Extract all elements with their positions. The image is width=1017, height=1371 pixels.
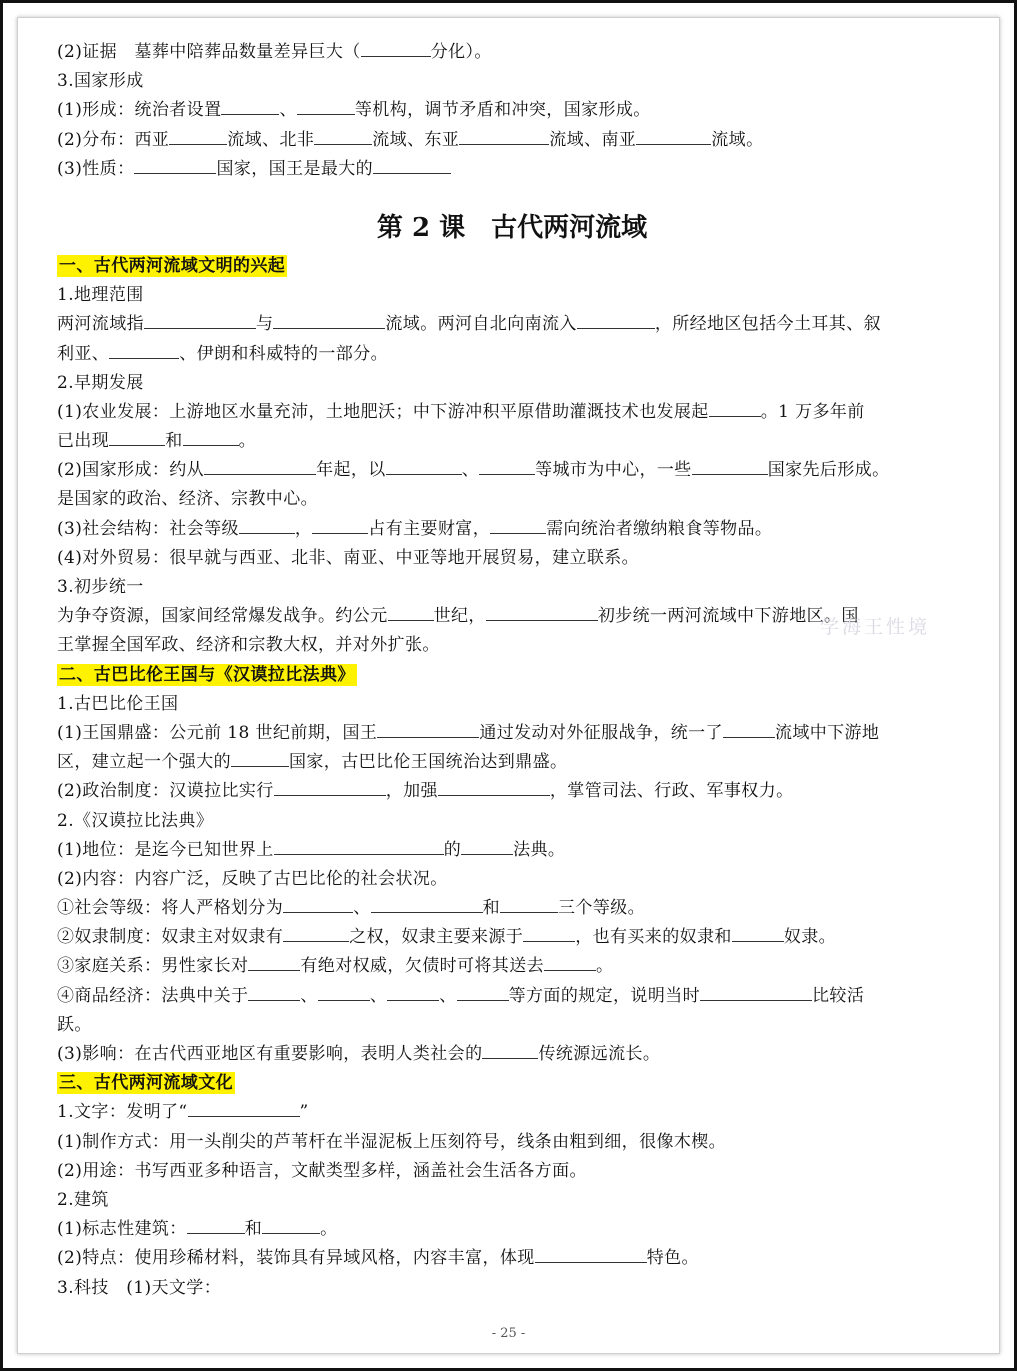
line-text: ，加强 bbox=[385, 781, 438, 802]
line-text: 流域。两河自北向南流入 bbox=[385, 314, 577, 335]
line-text: 、 bbox=[300, 985, 318, 1006]
line-text: 法典。 bbox=[513, 839, 566, 860]
line-text: (2)分布：西亚 bbox=[57, 129, 170, 150]
line-text: 两河流域指 bbox=[57, 314, 144, 335]
line-text: 和 bbox=[244, 1219, 263, 1240]
line-text: 等机构，调节矛盾和冲突，国家形成。 bbox=[354, 100, 651, 121]
fill-in-blank[interactable] bbox=[461, 840, 513, 855]
text-line bbox=[57, 952, 967, 981]
line-text: 分化）。 bbox=[430, 42, 492, 62]
line-text: 、 bbox=[461, 460, 480, 481]
line-text: 跃。 bbox=[57, 1014, 92, 1035]
line-text: (2)特点：使用珍稀材料，装饰具有异域风格，内容丰富，体现 bbox=[57, 1248, 535, 1269]
line-text: 流域、北非 bbox=[227, 129, 315, 150]
fill-in-blank[interactable] bbox=[274, 840, 444, 855]
text-line bbox=[57, 865, 967, 894]
section-heading-line bbox=[57, 661, 967, 690]
line-text: 流域、东亚 bbox=[372, 129, 460, 150]
fill-in-blank[interactable] bbox=[248, 986, 300, 1001]
fill-in-blank[interactable] bbox=[183, 431, 239, 446]
fill-in-blank[interactable] bbox=[438, 781, 550, 796]
text-line bbox=[57, 544, 967, 573]
line-text: ，也有买来的奴隶和 bbox=[575, 927, 732, 948]
line-text: 奴隶。 bbox=[783, 927, 837, 948]
line-text: 已出现 bbox=[57, 431, 110, 452]
section-heading-line bbox=[57, 1069, 967, 1098]
fill-in-blank[interactable] bbox=[723, 723, 775, 738]
line-text: (2)国家形成：约从 bbox=[57, 460, 205, 481]
line-text: 年起，以 bbox=[316, 460, 386, 481]
text-line bbox=[57, 836, 967, 865]
line-text: 和 bbox=[165, 431, 183, 452]
text-line bbox=[57, 427, 967, 456]
line-text: (3)社会结构：社会等级 bbox=[57, 518, 239, 539]
line-text: 、伊朗和科威特的一部分。 bbox=[179, 343, 389, 364]
line-text: 流域中下游地 bbox=[774, 722, 880, 743]
line-text: 通过发动对外征服战争，统一了 bbox=[479, 722, 723, 743]
line-text: (1)制作方式：用一头削尖的芦苇杆在半湿泥板上压刻符号，线条由粗到细，很像木楔。 bbox=[57, 1131, 727, 1152]
section-heading-line bbox=[57, 252, 967, 281]
fill-in-blank[interactable] bbox=[188, 1102, 300, 1117]
line-text: 有绝对权威，欠债时可将其送去 bbox=[300, 956, 545, 977]
text-line bbox=[57, 1040, 967, 1069]
text-line bbox=[57, 38, 967, 67]
line-text: (2)政治制度：汉谟拉比实行 bbox=[57, 781, 274, 802]
line-text: 和 bbox=[482, 898, 501, 919]
line-text: 3.初步统一 bbox=[57, 577, 144, 597]
fill-in-blank[interactable] bbox=[318, 986, 370, 1001]
text-line bbox=[57, 1274, 967, 1303]
text-line bbox=[57, 573, 967, 602]
fill-in-blank[interactable] bbox=[490, 519, 546, 534]
text-line bbox=[57, 1244, 967, 1273]
text-line bbox=[57, 155, 967, 184]
text-line bbox=[57, 281, 967, 310]
fill-in-blank[interactable] bbox=[459, 130, 549, 145]
fill-in-blank[interactable] bbox=[134, 159, 216, 174]
line-text: 占有主要财富， bbox=[368, 518, 491, 539]
section-spacer bbox=[57, 184, 967, 208]
line-text: (4)对外贸易：很早就与西亚、北非、南亚、中亚等地开展贸易，建立联系。 bbox=[57, 547, 640, 568]
line-text: 等城市为中心，一些 bbox=[535, 460, 692, 481]
text-line bbox=[57, 398, 967, 427]
line-text: (1)标志性建筑： bbox=[57, 1219, 187, 1240]
line-text: ， bbox=[294, 518, 313, 539]
line-text: 世纪， bbox=[433, 606, 486, 627]
text-line bbox=[57, 96, 967, 125]
line-text: (2)用途：书写西亚多种语言，文献类型多样，涵盖社会生活各方面。 bbox=[57, 1160, 587, 1181]
fill-in-blank[interactable] bbox=[274, 781, 386, 796]
fill-in-blank[interactable] bbox=[373, 159, 451, 174]
fill-in-blank[interactable] bbox=[577, 314, 655, 329]
line-text: 与 bbox=[256, 314, 274, 335]
line-text: 传统源远流长。 bbox=[538, 1044, 661, 1064]
fill-in-blank[interactable] bbox=[457, 986, 509, 1001]
text-line bbox=[57, 1157, 967, 1186]
line-text: (2)证据 墓葬中陪葬品数量差异巨大（ bbox=[57, 42, 361, 62]
text-line bbox=[57, 894, 967, 923]
line-text: (3)性质： bbox=[57, 158, 135, 179]
fill-in-blank[interactable] bbox=[109, 344, 179, 359]
lesson-title: 第 2 课 古代两河流域 bbox=[376, 212, 648, 243]
text-line bbox=[57, 690, 967, 719]
line-text: 国家先后形成。 bbox=[767, 460, 890, 481]
line-text: (1)地位：是迄今已知世界上 bbox=[57, 839, 274, 860]
line-text: 国家，古巴比伦王国统治达到鼎盛。 bbox=[289, 752, 568, 773]
line-text: ①社会等级：将人严格划分为 bbox=[57, 898, 284, 919]
fill-in-blank[interactable] bbox=[273, 314, 385, 329]
document-body bbox=[57, 38, 967, 1303]
fill-in-blank[interactable] bbox=[692, 460, 768, 475]
fill-in-blank[interactable] bbox=[636, 130, 711, 145]
text-line bbox=[57, 1128, 967, 1157]
line-text: 的 bbox=[443, 839, 462, 860]
fill-in-blank[interactable] bbox=[544, 956, 596, 971]
text-line bbox=[57, 310, 967, 339]
line-text: (1)形成：统治者设置 bbox=[57, 100, 222, 121]
line-text: ④商品经济：法典中关于 bbox=[57, 985, 249, 1006]
fill-in-blank[interactable] bbox=[204, 460, 316, 475]
fill-in-blank[interactable] bbox=[371, 898, 483, 913]
text-line bbox=[57, 456, 967, 485]
text-line bbox=[57, 1098, 967, 1127]
fill-in-blank[interactable] bbox=[523, 927, 575, 942]
line-text: 2.建筑 bbox=[57, 1189, 109, 1210]
fill-in-blank[interactable] bbox=[500, 898, 558, 913]
fill-in-blank[interactable] bbox=[283, 927, 349, 942]
line-text: 区，建立起一个强大的 bbox=[57, 752, 231, 773]
fill-in-blank[interactable] bbox=[283, 898, 353, 913]
text-line bbox=[57, 340, 967, 369]
fill-in-blank[interactable] bbox=[144, 314, 256, 329]
line-text: 。1 万多年前 bbox=[760, 401, 865, 422]
fill-in-blank[interactable] bbox=[169, 130, 227, 145]
line-text: 。 bbox=[238, 431, 257, 452]
line-text: ③家庭关系：男性家长对 bbox=[57, 956, 249, 977]
fill-in-blank[interactable] bbox=[479, 460, 535, 475]
line-text: (3)影响：在古代西亚地区有重要影响，表明人类社会的 bbox=[57, 1044, 483, 1064]
fill-in-blank[interactable] bbox=[700, 986, 812, 1001]
line-text: ②奴隶制度：奴隶主对奴隶有 bbox=[57, 927, 284, 948]
line-text: 之权，奴隶主要来源于 bbox=[349, 927, 524, 948]
line-text: ，所经地区包括今土耳其、叙 bbox=[654, 314, 882, 335]
fill-in-blank[interactable] bbox=[386, 460, 462, 475]
text-line bbox=[57, 807, 967, 836]
line-text: ” bbox=[299, 1102, 309, 1123]
line-text: (1)农业发展：上游地区水量充沛，土地肥沃；中下游冲积平原借助灌溉技术也发展起 bbox=[57, 401, 709, 422]
line-text: 2.早期发展 bbox=[57, 372, 144, 393]
fill-in-blank[interactable] bbox=[239, 519, 295, 534]
line-text: 三个等级。 bbox=[558, 898, 646, 919]
line-text: 、 bbox=[279, 100, 297, 121]
fill-in-blank[interactable] bbox=[732, 927, 784, 942]
line-text: 王掌握全国军政、经济和宗教大权，并对外扩张。 bbox=[57, 635, 440, 656]
fill-in-blank[interactable] bbox=[709, 402, 761, 417]
page-number: - 25 - bbox=[491, 1326, 526, 1341]
fill-in-blank[interactable] bbox=[262, 1219, 320, 1234]
line-text: 3.科技 (1)天文学： bbox=[57, 1277, 222, 1298]
text-line bbox=[57, 485, 967, 514]
fill-in-blank[interactable] bbox=[388, 606, 434, 621]
text-line bbox=[57, 923, 967, 952]
text-line bbox=[57, 777, 967, 806]
line-text: 流域。 bbox=[711, 129, 764, 150]
text-line bbox=[57, 1186, 967, 1215]
fill-in-blank[interactable] bbox=[314, 130, 372, 145]
line-text: 等方面的规定，说明当时 bbox=[508, 985, 701, 1006]
line-text: 特色。 bbox=[646, 1248, 699, 1269]
fill-in-blank[interactable] bbox=[312, 519, 368, 534]
text-line bbox=[57, 1215, 967, 1244]
fill-in-blank[interactable] bbox=[535, 1248, 647, 1263]
line-text: 1.古巴比伦王国 bbox=[57, 693, 179, 714]
line-text: 需向统治者缴纳粮食等物品。 bbox=[546, 518, 773, 539]
fill-in-blank[interactable] bbox=[297, 100, 355, 115]
line-text: 。 bbox=[320, 1219, 338, 1240]
line-text: 比较活 bbox=[812, 985, 865, 1006]
section-heading: 二、古巴比伦王国与《汉谟拉比法典》 bbox=[59, 664, 355, 685]
text-line bbox=[57, 369, 967, 398]
line-text: 、 bbox=[369, 985, 388, 1006]
line-text: 1.地理范围 bbox=[57, 285, 144, 306]
fill-in-blank[interactable] bbox=[109, 431, 165, 446]
line-text: (1)王国鼎盛：公元前 18 世纪前期，国王 bbox=[57, 722, 378, 743]
section-heading: 一、古代两河流域文明的兴起 bbox=[59, 255, 286, 276]
fill-in-blank[interactable] bbox=[248, 956, 300, 971]
fill-in-blank[interactable] bbox=[231, 752, 289, 767]
text-line bbox=[57, 67, 967, 96]
line-text: 流域、南亚 bbox=[549, 129, 637, 150]
line-text: 、 bbox=[439, 985, 457, 1006]
section-heading: 三、古代两河流域文化 bbox=[59, 1073, 233, 1094]
fill-in-blank[interactable] bbox=[221, 100, 279, 115]
line-text: 。 bbox=[596, 956, 614, 977]
fill-in-blank[interactable] bbox=[486, 606, 598, 621]
text-line bbox=[57, 126, 967, 155]
line-text: (2)内容：内容广泛，反映了古巴比伦的社会状况。 bbox=[57, 868, 448, 889]
text-line bbox=[57, 1011, 967, 1040]
line-text: 利亚、 bbox=[57, 343, 110, 364]
fill-in-blank[interactable] bbox=[187, 1219, 245, 1234]
line-text: ，掌管司法、行政、军事权力。 bbox=[549, 781, 794, 802]
line-text: 是国家的政治、经济、宗教中心。 bbox=[57, 489, 318, 510]
line-text: 2.《汉谟拉比法典》 bbox=[57, 810, 214, 831]
text-line bbox=[57, 719, 967, 748]
fill-in-blank[interactable] bbox=[482, 1044, 538, 1059]
line-text: 为争夺资源，国家间经常爆发战争。约公元 bbox=[57, 606, 388, 627]
line-text: 、 bbox=[353, 898, 371, 919]
fill-in-blank[interactable] bbox=[387, 986, 439, 1001]
fill-in-blank[interactable] bbox=[377, 723, 479, 738]
line-text: 国家，国王是最大的 bbox=[216, 158, 374, 179]
line-text: 3.国家形成 bbox=[57, 71, 144, 92]
line-text: 初步统一两河流域中下游地区。国 bbox=[597, 606, 859, 627]
line-text: 1.文字：发明了“ bbox=[57, 1102, 188, 1123]
text-line bbox=[57, 748, 967, 777]
text-line bbox=[57, 982, 967, 1011]
watermark: 学海王性境 bbox=[820, 616, 931, 638]
fill-in-blank[interactable] bbox=[361, 42, 431, 57]
text-line bbox=[57, 515, 967, 544]
